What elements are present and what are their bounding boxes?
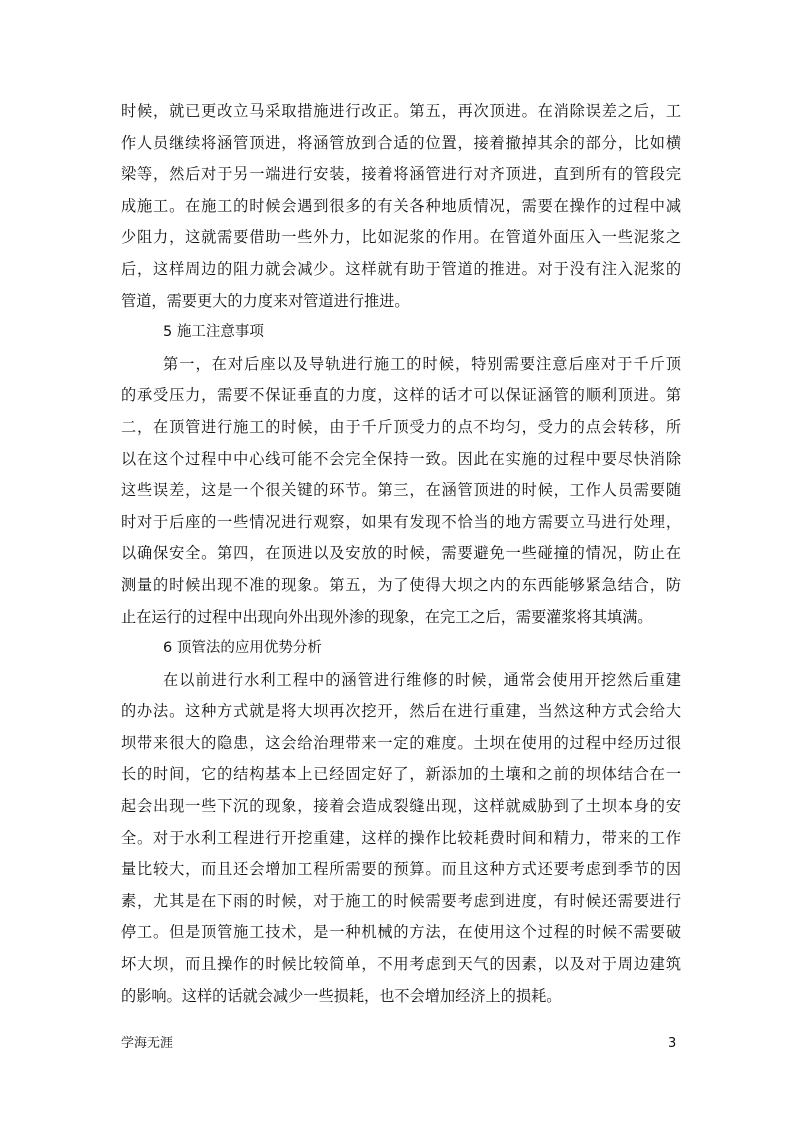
body-line: 以确保安全。第四，在顶进以及安放的时候，需要避免一些碰撞的情况，防止在: [121, 544, 681, 563]
section-heading: 5 施工注意事项: [163, 324, 264, 341]
body-line: 以在这个过程中中心线可能不会完全保持一致。因此在实施的过程中要尽快消除: [121, 449, 681, 468]
section-heading: 6 顶管法的应用优势分析: [163, 640, 322, 657]
body-line: 的影响。这样的话就会减少一些损耗，也不会增加经济上的损耗。: [121, 986, 562, 1005]
body-line: 二，在顶管进行施工的时候，由于千斤顶受力的点不均匀，受力的点会转移，所: [121, 417, 681, 436]
body-line: 少阻力，这就需要借助一些外力，比如泥浆的作用。在管道外面压入一些泥浆之: [121, 228, 681, 247]
paragraph-first-line: 在以前进行水利工程中的涵管进行维修的时候，通常会使用开挖然后重建: [163, 670, 681, 689]
body-line: 成施工。在施工的时候会遇到很多的有关各种地质情况，需要在操作的过程中减: [121, 196, 681, 215]
footer-text: 学海无涯: [121, 1036, 174, 1051]
body-line: 起会出现一些下沉的现象，接着会造成裂缝出现，这样就威胁到了土坝本身的安: [121, 797, 681, 816]
body-line: 量比较大，而且还会增加工程所需要的预算。而且这种方式还要考虑到季节的因: [121, 860, 681, 879]
body-line: 长的时间，它的结构基本上已经固定好了，新添加的土壤和之前的坝体结合在一: [121, 765, 681, 784]
body-line: 停工。但是顶管施工技术，是一种机械的方法，在使用这个过程的时候不需要破: [121, 923, 681, 942]
body-line: 测量的时候出现不准的现象。第五，为了使得大坝之内的东西能够紧急结合，防: [121, 575, 681, 594]
body-line: 全。对于水利工程进行开挖重建，这样的操作比较耗费时间和精力，带来的工作: [121, 828, 681, 847]
body-line: 坝带来很大的隐患，这会给治理带来一定的难度。土坝在使用的过程中经历过很: [121, 733, 681, 752]
body-line: 素，尤其是在下雨的时候，对于施工的时候需要考虑到进度，有时候还需要进行: [121, 891, 681, 910]
body-line: 的办法。这种方式就是将大坝再次挖开，然后在进行重建，当然这种方式会给大: [121, 702, 681, 721]
page-number: 3: [668, 1036, 677, 1051]
body-line: 管道，需要更大的力度来对管道进行推进。: [121, 291, 410, 310]
body-line: 的承受压力，需要不保证垂直的力度，这样的话才可以保证涵管的顺利顶进。第: [121, 386, 681, 405]
body-line: 作人员继续将涵管顶进，将涵管放到合适的位置，接着撤掉其余的部分，比如横: [121, 133, 681, 152]
body-line: 坏大坝，而且操作的时候比较简单，不用考虑到天气的因素，以及对于周边建筑: [121, 955, 681, 974]
paragraph-first-line: 第一，在对后座以及导轨进行施工的时候，特别需要注意后座对于千斤顶: [163, 354, 681, 373]
body-line: 止在运行的过程中出现向外出现外渗的现象，在完工之后，需要灌浆将其填满。: [121, 607, 653, 626]
body-line: 梁等，然后对于另一端进行安装，接着将涵管进行对齐顶进，直到所有的管段完: [121, 165, 681, 184]
body-line: 后，这样周边的阻力就会减少。这样就有助于管道的推进。对于没有注入泥浆的: [121, 259, 681, 278]
body-line: 这些误差，这是一个很关键的环节。第三，在涵管顶进的时候，工作人员需要随: [121, 481, 681, 500]
document-body: [121, 96, 681, 1012]
body-line: 时对于后座的一些情况进行观察，如果有发现不恰当的地方需要立马进行处理，: [121, 512, 681, 531]
body-line: 时候，就已更改立马采取措施进行改正。第五，再次顶进。在消除误差之后，工: [121, 102, 681, 120]
